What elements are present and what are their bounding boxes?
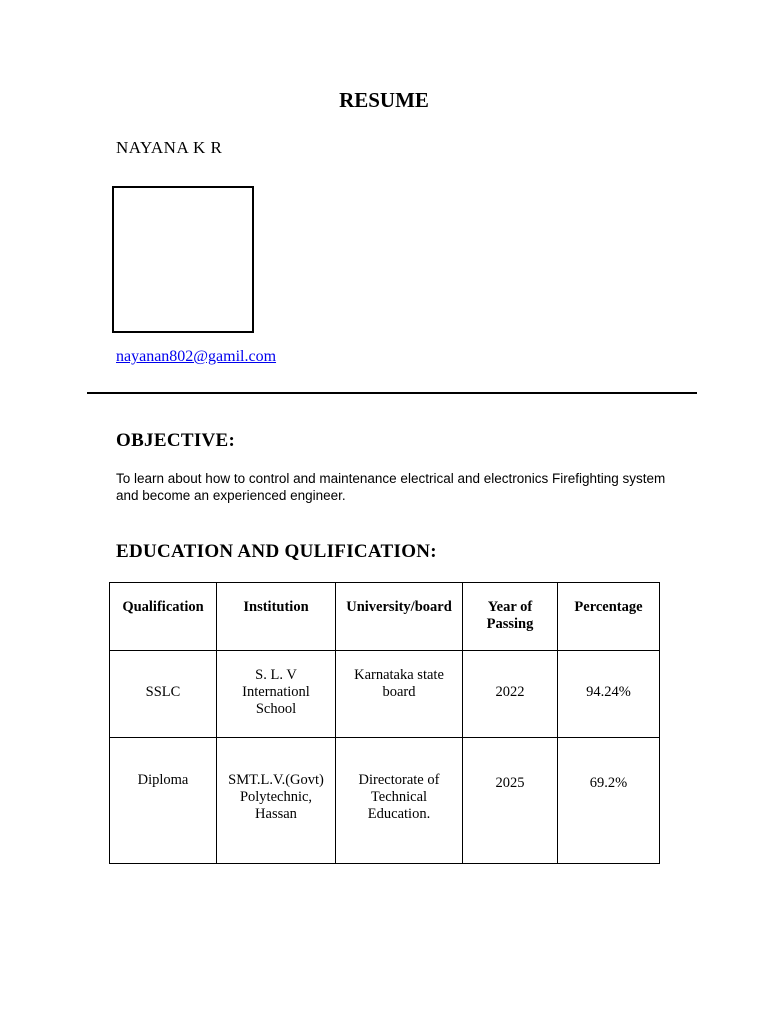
cell-percentage: 69.2% xyxy=(558,738,660,864)
objective-text: To learn about how to control and maintenance electrical and electronics Firefighting system and become an experienced engineer. xyxy=(116,471,666,503)
column-header-percentage: Percentage xyxy=(558,583,660,651)
column-header-year-of-passing: Year of Passing xyxy=(463,583,558,651)
education-table xyxy=(109,582,660,864)
cell-institution: S. L. V Internationl School xyxy=(217,651,336,738)
column-header-qualification: Qualification xyxy=(110,583,217,651)
email-link[interactable]: nayanan802@gamil.com xyxy=(116,348,277,365)
cell-year: 2025 xyxy=(463,738,558,864)
objective-heading: OBJECTIVE: xyxy=(116,430,236,451)
cell-qualification: Diploma xyxy=(110,738,217,864)
horizontal-divider xyxy=(87,392,697,394)
candidate-name: NAYANA K R xyxy=(116,138,223,157)
education-heading: EDUCATION AND QULIFICATION: xyxy=(116,541,437,562)
cell-year: 2022 xyxy=(463,651,558,738)
cell-percentage: 94.24% xyxy=(558,651,660,738)
cell-qualification: SSLC xyxy=(110,651,217,738)
table-row xyxy=(110,651,660,738)
photo-placeholder xyxy=(112,186,254,333)
table-row xyxy=(110,738,660,864)
cell-institution: SMT.L.V.(Govt) Polytechnic, Hassan xyxy=(217,738,336,864)
cell-board: Karnataka state board xyxy=(336,651,463,738)
column-header-university-board: University/board xyxy=(336,583,463,651)
table-header-row xyxy=(110,583,660,651)
column-header-institution: Institution xyxy=(217,583,336,651)
cell-board: Directorate of Technical Education. xyxy=(336,738,463,864)
resume-title: RESUME xyxy=(339,88,429,112)
